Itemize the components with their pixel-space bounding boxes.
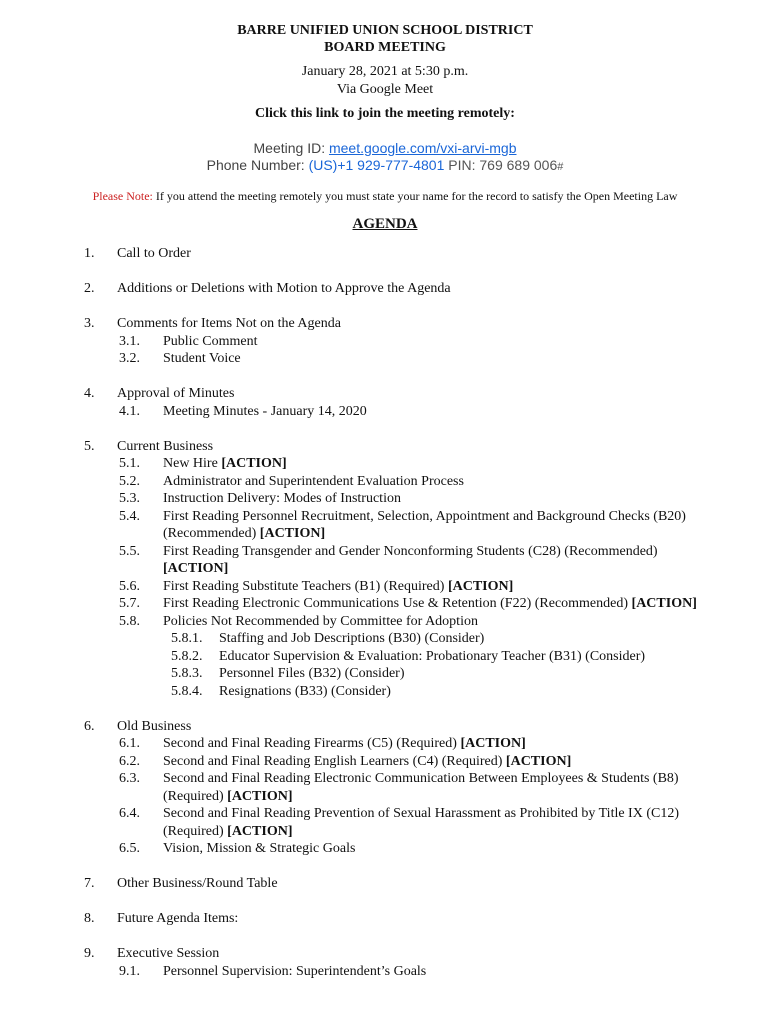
agenda-item-label: Other Business/Round Table: [117, 876, 278, 891]
agenda-subsubitem-label: Personnel Files (B32) (Consider): [219, 666, 405, 681]
agenda-subitem-number: 5.8.: [119, 613, 140, 629]
agenda-item-number: 4.: [84, 386, 95, 401]
agenda-subitem-text: [163, 455, 710, 473]
agenda-subitem: [0, 350, 770, 368]
agenda-subsubitem-text: [219, 665, 770, 683]
agenda-subitem-number: 6.3.: [119, 771, 140, 786]
agenda-subsubitem-text: [219, 630, 770, 648]
agenda-subsubitem-label: Resignations (B33) (Consider): [219, 683, 391, 699]
meeting-id-row: [0, 140, 770, 157]
agenda-subitem-number: 5.6.: [119, 578, 140, 594]
agenda-subitem-label: Policies Not Recommended by Committee for Adoption: [163, 613, 478, 629]
meeting-type: BOARD MEETING: [324, 40, 446, 55]
action-tag: [ACTION]: [221, 456, 287, 471]
agenda-title: AGENDA: [352, 216, 418, 232]
agenda-subitem-label: Second and Final Reading Prevention of Sexual Harassment as Prohibited by Title IX (C12) (Required): [163, 806, 679, 839]
action-tag: [ACTION]: [631, 596, 697, 611]
agenda-item-label: Executive Session: [117, 946, 220, 961]
agenda-item: [0, 280, 770, 298]
agenda-subitem-number: 6.5.: [119, 841, 140, 856]
agenda-subsubitem-label: Educator Supervision & Evaluation: Probationary Teacher (B31) (Consider): [219, 648, 646, 664]
agenda-subitem-text: [163, 840, 710, 858]
agenda-subitem-text: [163, 595, 710, 613]
agenda-subitem-label: First Reading Electronic Communications Use & Retention (F22) (Recommended): [163, 596, 632, 611]
agenda-subitem-label: New Hire: [163, 456, 222, 471]
open-meeting-note: [0, 188, 770, 206]
agenda-item-text: [117, 875, 770, 893]
agenda-subitem: [0, 490, 770, 508]
agenda-item-number: 1.: [84, 246, 95, 261]
document-header: [0, 0, 770, 234]
agenda-item: [0, 315, 770, 333]
agenda-item-number: 7.: [84, 876, 95, 891]
agenda-subitem: [0, 333, 770, 351]
agenda-subitem-label: Second and Final Reading Electronic Communication Between Employees & Students (B8) (Required): [163, 771, 679, 804]
agenda-subitem-label: Public Comment: [163, 333, 258, 349]
agenda-subitem-number: 5.4.: [119, 508, 140, 524]
spacer: [0, 298, 770, 316]
agenda-subsubitem-text: [219, 648, 770, 666]
spacer: [0, 263, 770, 281]
spacer: [0, 420, 770, 438]
agenda-subitem-label: Vision, Mission & Strategic Goals: [163, 841, 356, 856]
agenda-subitem-number: 5.2.: [119, 473, 140, 489]
agenda-item-label: Old Business: [117, 718, 192, 734]
agenda-item-number: 9.: [84, 946, 95, 961]
agenda-subitem: [0, 735, 770, 753]
agenda-subitem-label: Instruction Delivery: Modes of Instruction: [163, 491, 401, 506]
agenda-item-text: [117, 280, 770, 298]
agenda-subitem: [0, 963, 770, 981]
agenda-item-label: Additions or Deletions with Motion to Approve the Agenda: [117, 281, 451, 296]
agenda-item-text: [117, 718, 770, 736]
agenda-item-label: Approval of Minutes: [117, 386, 235, 401]
agenda-subsubitem-label: Staffing and Job Descriptions (B30) (Consider): [219, 631, 485, 646]
action-tag: [ACTION]: [259, 526, 326, 541]
agenda-subitem: [0, 770, 770, 805]
agenda-subitem-text: [163, 490, 710, 508]
agenda-subitem-number: 5.3.: [119, 491, 140, 506]
agenda-subitem-label: Student Voice: [163, 351, 241, 366]
meeting-platform: Via Google Meet: [336, 81, 434, 97]
agenda-subsubitem-number: 5.8.1.: [171, 631, 203, 646]
agenda-subitem: [0, 578, 770, 596]
agenda-subsubitem-number: 5.8.3.: [171, 666, 203, 681]
spacer: [0, 928, 770, 946]
meeting-date: January 28, 2021 at 5:30 p.m.: [301, 64, 469, 79]
agenda-subitem-text: [163, 473, 710, 491]
agenda-subitem-label: Second and Final Reading English Learners (C4) (Required): [163, 753, 506, 769]
agenda-item: [0, 385, 770, 403]
agenda-subitem-number: 9.1.: [119, 963, 140, 979]
pin-label: PIN: 769 689 006: [448, 156, 558, 173]
phone-label: Phone Number:: [206, 156, 309, 173]
note-text: If you attend the meeting remotely you must state your name for the record to satisfy the Open Meeting Law: [152, 188, 678, 203]
agenda-item: [0, 438, 770, 456]
agenda-item: [0, 875, 770, 893]
agenda-subitem-number: 5.1.: [119, 456, 140, 471]
agenda-subitem-text: [163, 805, 710, 840]
phone-row: [0, 157, 770, 176]
agenda-item-text: [117, 945, 770, 963]
agenda-subitem: [0, 840, 770, 858]
agenda-subitem-number: 6.4.: [119, 806, 140, 821]
agenda-subitem-label: Meeting Minutes - January 14, 2020: [163, 403, 367, 419]
agenda-subitem: [0, 595, 770, 613]
agenda-subitem: [0, 508, 770, 543]
agenda-subitem-number: 6.1.: [119, 736, 140, 751]
agenda-subitem: [0, 613, 770, 631]
agenda-item-label: Future Agenda Items:: [117, 911, 239, 926]
agenda-subitem-text: [163, 613, 710, 631]
agenda-item-text: [117, 315, 770, 333]
meeting-link[interactable]: meet.google.com/vxi-arvi-mgb: [328, 139, 517, 156]
agenda-item-number: 5.: [84, 438, 95, 454]
action-tag: [ACTION]: [227, 823, 293, 839]
agenda-item-text: [117, 910, 770, 928]
agenda-item-label: Current Business: [117, 438, 214, 454]
agenda-subitem-text: [163, 333, 710, 351]
agenda-item-text: [117, 245, 770, 263]
agenda-subitem: [0, 753, 770, 771]
agenda-item-text: [117, 438, 770, 456]
join-instructions: Click this link to join the meeting remotely:: [255, 106, 515, 121]
agenda-subitem-text: [163, 403, 710, 421]
agenda-subitem-number: 5.7.: [119, 596, 140, 611]
agenda-subitem-text: [163, 508, 710, 543]
action-tag: [ACTION]: [163, 561, 229, 576]
agenda-subitem: [0, 805, 770, 840]
spacer: [0, 858, 770, 876]
agenda-subsubitem: [0, 648, 770, 666]
agenda-subitem: [0, 403, 770, 421]
action-tag: [ACTION]: [505, 753, 572, 769]
agenda-subitem-text: [163, 543, 710, 578]
agenda-subsubitem: [0, 665, 770, 683]
agenda-subitem-text: [163, 770, 710, 805]
agenda-subitem-label: Second and Final Reading Firearms (C5) (Required): [163, 736, 461, 751]
agenda-subitem-text: [163, 753, 710, 771]
agenda-subsubitem-number: 5.8.4.: [171, 683, 203, 699]
agenda-subitem-label: Administrator and Superintendent Evaluation Process: [163, 473, 464, 489]
agenda-subitem-number: 3.1.: [119, 333, 140, 349]
agenda-item-label: Comments for Items Not on the Agenda: [117, 316, 341, 331]
phone-number-link[interactable]: (US)+1 929-777-4801: [308, 156, 445, 173]
spacer: [0, 700, 770, 718]
agenda-subitem-text: [163, 735, 710, 753]
agenda-subitem-number: 4.1.: [119, 403, 140, 419]
agenda-subitem-number: 3.2.: [119, 351, 140, 366]
agenda-subitem-text: [163, 578, 710, 596]
note-label: Please Note:: [92, 188, 153, 203]
pin-hash: #: [557, 160, 564, 173]
agenda-item: [0, 245, 770, 263]
agenda-item-number: 6.: [84, 718, 95, 734]
agenda-subitem-number: 5.5.: [119, 543, 140, 559]
spacer: [0, 893, 770, 911]
action-tag: [ACTION]: [460, 736, 526, 751]
agenda-subitem-text: [163, 350, 710, 368]
spacer: [0, 368, 770, 386]
agenda-subitem-label: First Reading Personnel Recruitment, Selection, Appointment and Background Checks (B20) (Recommended): [163, 508, 686, 541]
agenda-subitem: [0, 543, 770, 578]
agenda-subsubitem: [0, 630, 770, 648]
agenda-subitem-label: First Reading Transgender and Gender Nonconforming Students (C28) (Recommended): [163, 543, 658, 559]
action-tag: [ACTION]: [227, 788, 293, 804]
agenda-item: [0, 945, 770, 963]
agenda-list: [0, 245, 770, 980]
agenda-item: [0, 910, 770, 928]
agenda-subitem-label: Personnel Supervision: Superintendent’s Goals: [163, 963, 427, 979]
agenda-subitem-label: First Reading Substitute Teachers (B1) (Required): [163, 578, 448, 594]
agenda-subitem: [0, 455, 770, 473]
agenda-subsubitem-text: [219, 683, 770, 701]
agenda-item: [0, 718, 770, 736]
district-name: BARRE UNIFIED UNION SCHOOL DISTRICT: [237, 23, 533, 38]
agenda-item-label: Call to Order: [117, 246, 191, 261]
meeting-id-label: Meeting ID:: [253, 139, 329, 156]
agenda-item-number: 3.: [84, 316, 95, 331]
agenda-item-number: 2.: [84, 281, 95, 296]
agenda-subitem-number: 6.2.: [119, 753, 140, 769]
agenda-subsubitem: [0, 683, 770, 701]
agenda-item-number: 8.: [84, 911, 95, 926]
agenda-item-text: [117, 385, 770, 403]
agenda-subsubitem-number: 5.8.2.: [171, 648, 203, 664]
action-tag: [ACTION]: [447, 578, 514, 594]
agenda-subitem: [0, 473, 770, 491]
agenda-subitem-text: [163, 963, 710, 981]
